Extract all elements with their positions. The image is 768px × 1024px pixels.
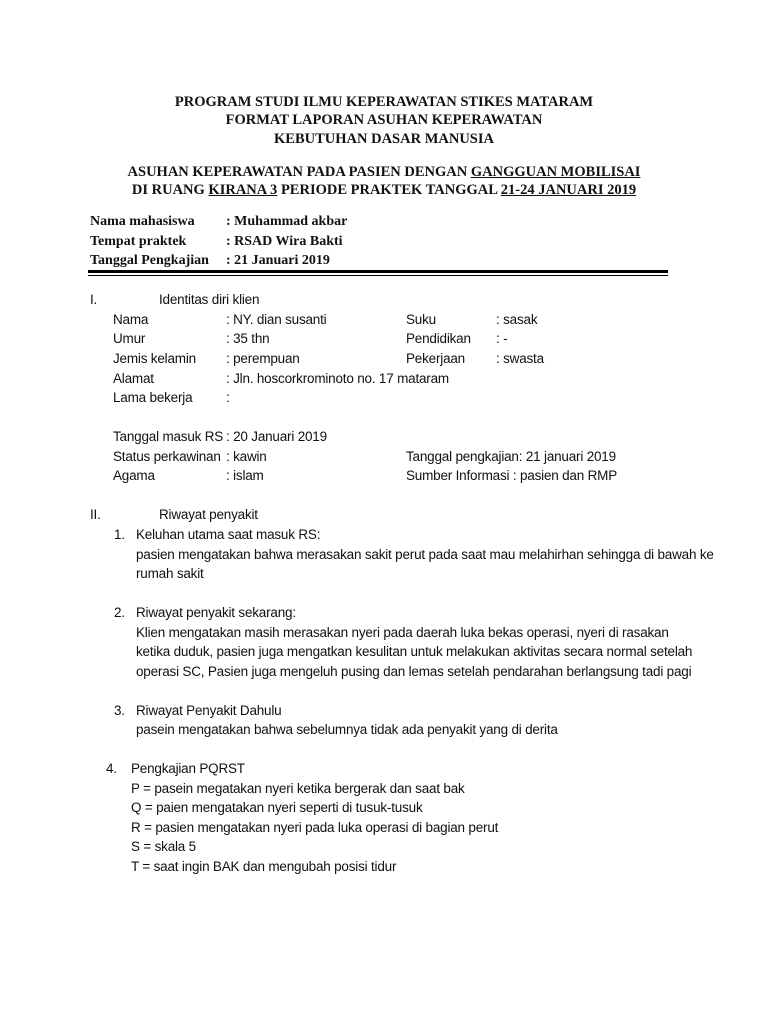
section-1-title: Identitas diri klien	[159, 292, 260, 307]
header-line-3: KEBUTUHAN DASAR MANUSIA	[274, 131, 494, 147]
tanggal-masuk-label: Tanggal masuk RS	[113, 429, 224, 444]
divider-thick	[88, 270, 668, 273]
item-2-line-3: operasi SC, Pasien juga mengeluh pusing dan lemas setelah pendarahan berlangsung tadi pagi	[136, 664, 692, 679]
item-4-title: Pengkajian PQRST	[131, 761, 245, 776]
nama-mahasiswa-label: Nama mahasiswa	[90, 214, 195, 229]
tanggal-pengkajian-label: Tanggal Pengkajian	[90, 253, 209, 268]
subtitle-line-1	[0, 164, 768, 181]
alamat-value: : Jln. hoscorkrominoto no. 17 mataram	[226, 371, 449, 386]
subtitle-line-2	[0, 182, 768, 199]
pqrst-p: P = pasein megatakan nyeri ketika bergerak dan saat bak	[131, 781, 465, 796]
alamat-label: Alamat	[113, 371, 154, 386]
tanggal-pengkajian-value: : 21 Januari 2019	[226, 253, 330, 268]
subtitle-tanggal: 21-24 JANUARI 2019	[500, 182, 637, 198]
pendidikan-label: Pendidikan	[406, 331, 471, 346]
subtitle-ruang-prefix: DI RUANG	[131, 182, 209, 198]
lama-bekerja-label: Lama bekerja	[113, 390, 193, 405]
subtitle-diagnosis: GANGGUAN MOBILISAI	[470, 164, 641, 180]
item-4-number: 4.	[106, 761, 117, 776]
agama-label: Agama	[113, 468, 155, 483]
pekerjaan-value: : swasta	[496, 351, 544, 366]
item-3-title: Riwayat Penyakit Dahulu	[136, 703, 282, 718]
section-1-number: I.	[90, 292, 98, 307]
item-1-title: Keluhan utama saat masuk RS:	[136, 527, 321, 542]
header-line-2: FORMAT LAPORAN ASUHAN KEPERAWATAN	[225, 112, 543, 128]
divider-thin	[88, 275, 668, 276]
subtitle-middle: PERIODE PRAKTEK TANGGAL	[277, 182, 501, 198]
pqrst-t: T = saat ingin BAK dan mengubah posisi tidur	[131, 859, 397, 874]
jenis-kelamin-value: : perempuan	[226, 351, 300, 366]
subtitle-prefix: ASUHAN KEPERAWATAN PADA PASIEN DENGAN	[127, 164, 471, 180]
item-2-title: Riwayat penyakit sekarang:	[136, 605, 296, 620]
header-line-1: PROGRAM STUDI ILMU KEPERAWATAN STIKES MATARAM	[174, 94, 594, 110]
item-3-line-1: pasein mengatakan bahwa sebelumnya tidak ada penyakit yang di derita	[136, 722, 558, 737]
pqrst-s: S = skala 5	[131, 839, 196, 854]
nama-value: : NY. dian susanti	[226, 312, 327, 327]
suku-value: : sasak	[496, 312, 538, 327]
item-2-line-1: Klien mengatakan masih merasakan nyeri pada daerah luka bekas operasi, nyeri di rasakan	[136, 625, 669, 640]
sumber-informasi-text: Sumber Informasi : pasien dan RMP	[406, 468, 617, 483]
agama-value: : islam	[226, 468, 264, 483]
tanggal-pengkajian-text: Tanggal pengkajian: 21 januari 2019	[406, 449, 616, 464]
section-2-number: II.	[90, 507, 101, 522]
item-1-number: 1.	[114, 527, 125, 542]
nama-mahasiswa-value: : Muhammad akbar	[226, 214, 348, 229]
umur-value: : 35 thn	[226, 331, 270, 346]
pqrst-q: Q = paien mengatakan nyeri seperti di tusuk-tusuk	[131, 800, 423, 815]
item-2-line-2: ketika duduk, pasien juga mengatkan kesulitan untuk melakukan aktivitas secara normal setelah	[136, 644, 693, 659]
section-2-title: Riwayat penyakit	[159, 507, 258, 522]
jenis-kelamin-label: Jemis kelamin	[113, 351, 196, 366]
umur-label: Umur	[113, 331, 146, 346]
status-perkawinan-label: Status perkawinan	[113, 449, 221, 464]
subtitle-ruang: KIRANA 3	[208, 182, 278, 198]
pekerjaan-label: Pekerjaan	[406, 351, 465, 366]
tanggal-masuk-value: : 20 Januari 2019	[226, 429, 327, 444]
tempat-praktek-label: Tempat praktek	[90, 234, 187, 249]
item-1-line-1: pasien mengatakan bahwa merasakan sakit perut pada saat mau melahirhan sehingga di bawah ke	[136, 547, 714, 562]
item-3-number: 3.	[114, 703, 125, 718]
pqrst-r: R = pasien mengatakan nyeri pada luka operasi di bagian perut	[131, 820, 499, 835]
item-1-line-2: rumah sakit	[136, 566, 204, 581]
suku-label: Suku	[406, 312, 436, 327]
status-perkawinan-value: : kawin	[226, 449, 267, 464]
pendidikan-value: : -	[496, 331, 508, 346]
lama-bekerja-value: :	[226, 390, 230, 405]
item-2-number: 2.	[114, 605, 125, 620]
nama-label: Nama	[113, 312, 149, 327]
tempat-praktek-value: : RSAD Wira Bakti	[226, 234, 343, 249]
